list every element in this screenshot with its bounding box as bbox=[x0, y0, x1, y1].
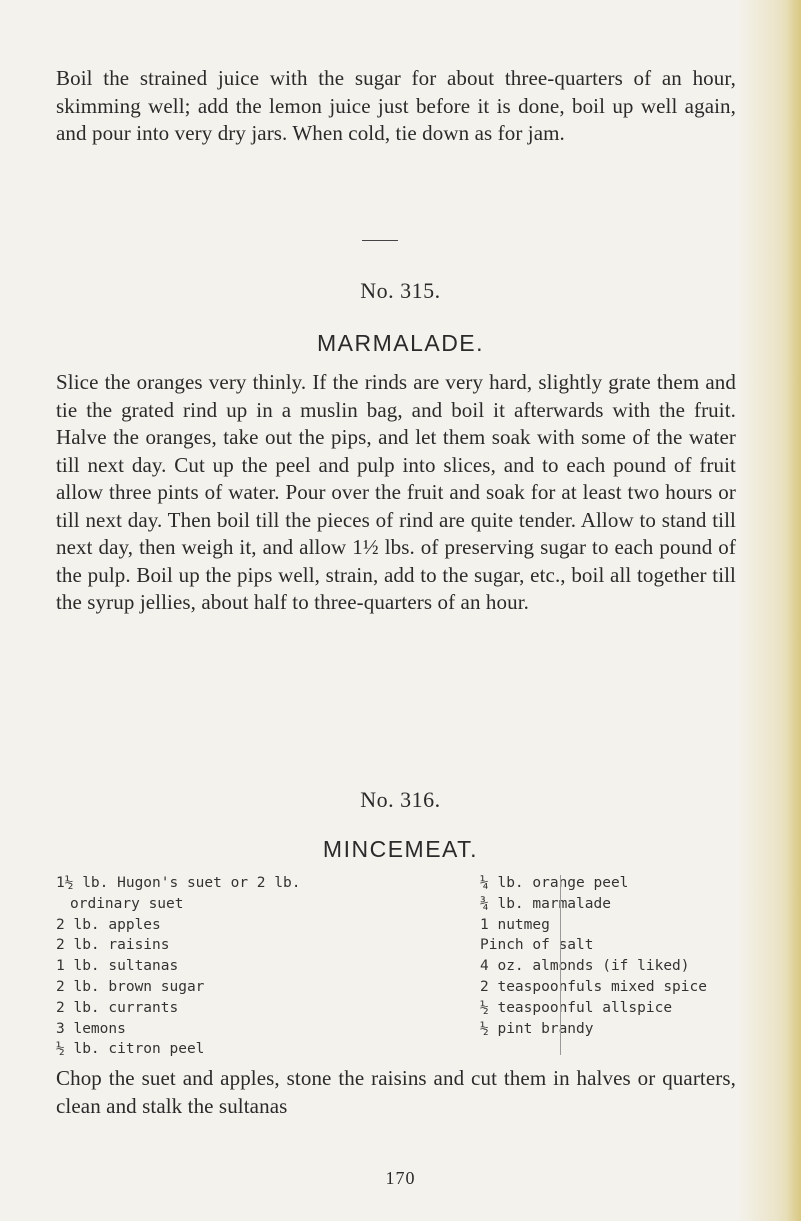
recipe-number-315: No. 315. bbox=[360, 278, 441, 303]
ingredients-right-column bbox=[480, 873, 707, 1039]
page-number: 170 bbox=[385, 1168, 416, 1188]
ingredients-column-divider bbox=[560, 875, 561, 1055]
section-divider bbox=[362, 240, 398, 241]
ingredient-item: 2 teaspoonfuls mixed spice bbox=[480, 978, 707, 995]
recipe-number-316: No. 316. bbox=[360, 787, 441, 812]
ingredient-item: 3 lemons bbox=[56, 1020, 126, 1037]
ingredient-item: ½ pint brandy bbox=[480, 1020, 594, 1037]
ingredient-item: 1½ lb. Hugon's suet or 2 lb. bbox=[56, 875, 301, 891]
ingredient-item: 2 lb. currants bbox=[56, 999, 179, 1016]
ingredient-item: ½ lb. citron peel bbox=[56, 1041, 205, 1058]
ingredient-item: 1 nutmeg bbox=[480, 916, 550, 933]
ingredient-item: Pinch of salt bbox=[480, 937, 594, 954]
ingredient-item: 1 lb. sultanas bbox=[56, 958, 179, 975]
ingredient-item: 2 lb. raisins bbox=[56, 937, 170, 954]
recipe-title-marmalade: MARMALADE. bbox=[316, 330, 485, 356]
intro-paragraph: Boil the strained juice with the sugar for about three-quarters of an hour, skimming well; add the lemon juice just before it is done, boil up well again, and pour into very dry jars. When cold, tie down as for jam. bbox=[56, 66, 736, 145]
ingredient-item: ¼ lb. orange peel bbox=[480, 875, 629, 891]
ingredient-item: 4 oz. almonds (if liked) bbox=[480, 958, 690, 975]
recipe-title-mincemeat: MINCEMEAT. bbox=[322, 836, 479, 862]
page-edge-shadow bbox=[787, 0, 801, 1221]
ingredients-left-column bbox=[56, 873, 300, 1060]
ingredient-item: 2 lb. apples bbox=[56, 916, 161, 933]
ingredient-item: ordinary suet bbox=[70, 895, 184, 912]
ingredient-item: ½ teaspoonful allspice bbox=[480, 999, 673, 1016]
mincemeat-instructions: Chop the suet and apples, stone the raisins and cut them in halves or quarters, clean and stalk the sultanas bbox=[56, 1066, 736, 1118]
ingredient-item: ¾ lb. marmalade bbox=[480, 895, 611, 912]
marmalade-instructions: Slice the oranges very thinly. If the rinds are very hard, slightly grate them and tie the grated rind up in a muslin bag, and boil it afterwards with the fruit. Halve the oranges, take out the pips, and let them soak with some of the water till next day. Cut up the peel and pulp into slices, and to each pound of fruit allow three pints of water. Pour over the fruit and soak for at least two hours or till next day. Then boil till the pieces of rind are quite tender. Allow to stand till next day, then weigh it, and allow 1½ lbs. of preserving sugar to each pound of the pulp. Boil up the pips well, strain, add to the sugar, etc., boil all together till the syrup jellies, about half to three-quarters of an hour. bbox=[56, 370, 736, 614]
ingredient-item: 2 lb. brown sugar bbox=[56, 978, 205, 995]
